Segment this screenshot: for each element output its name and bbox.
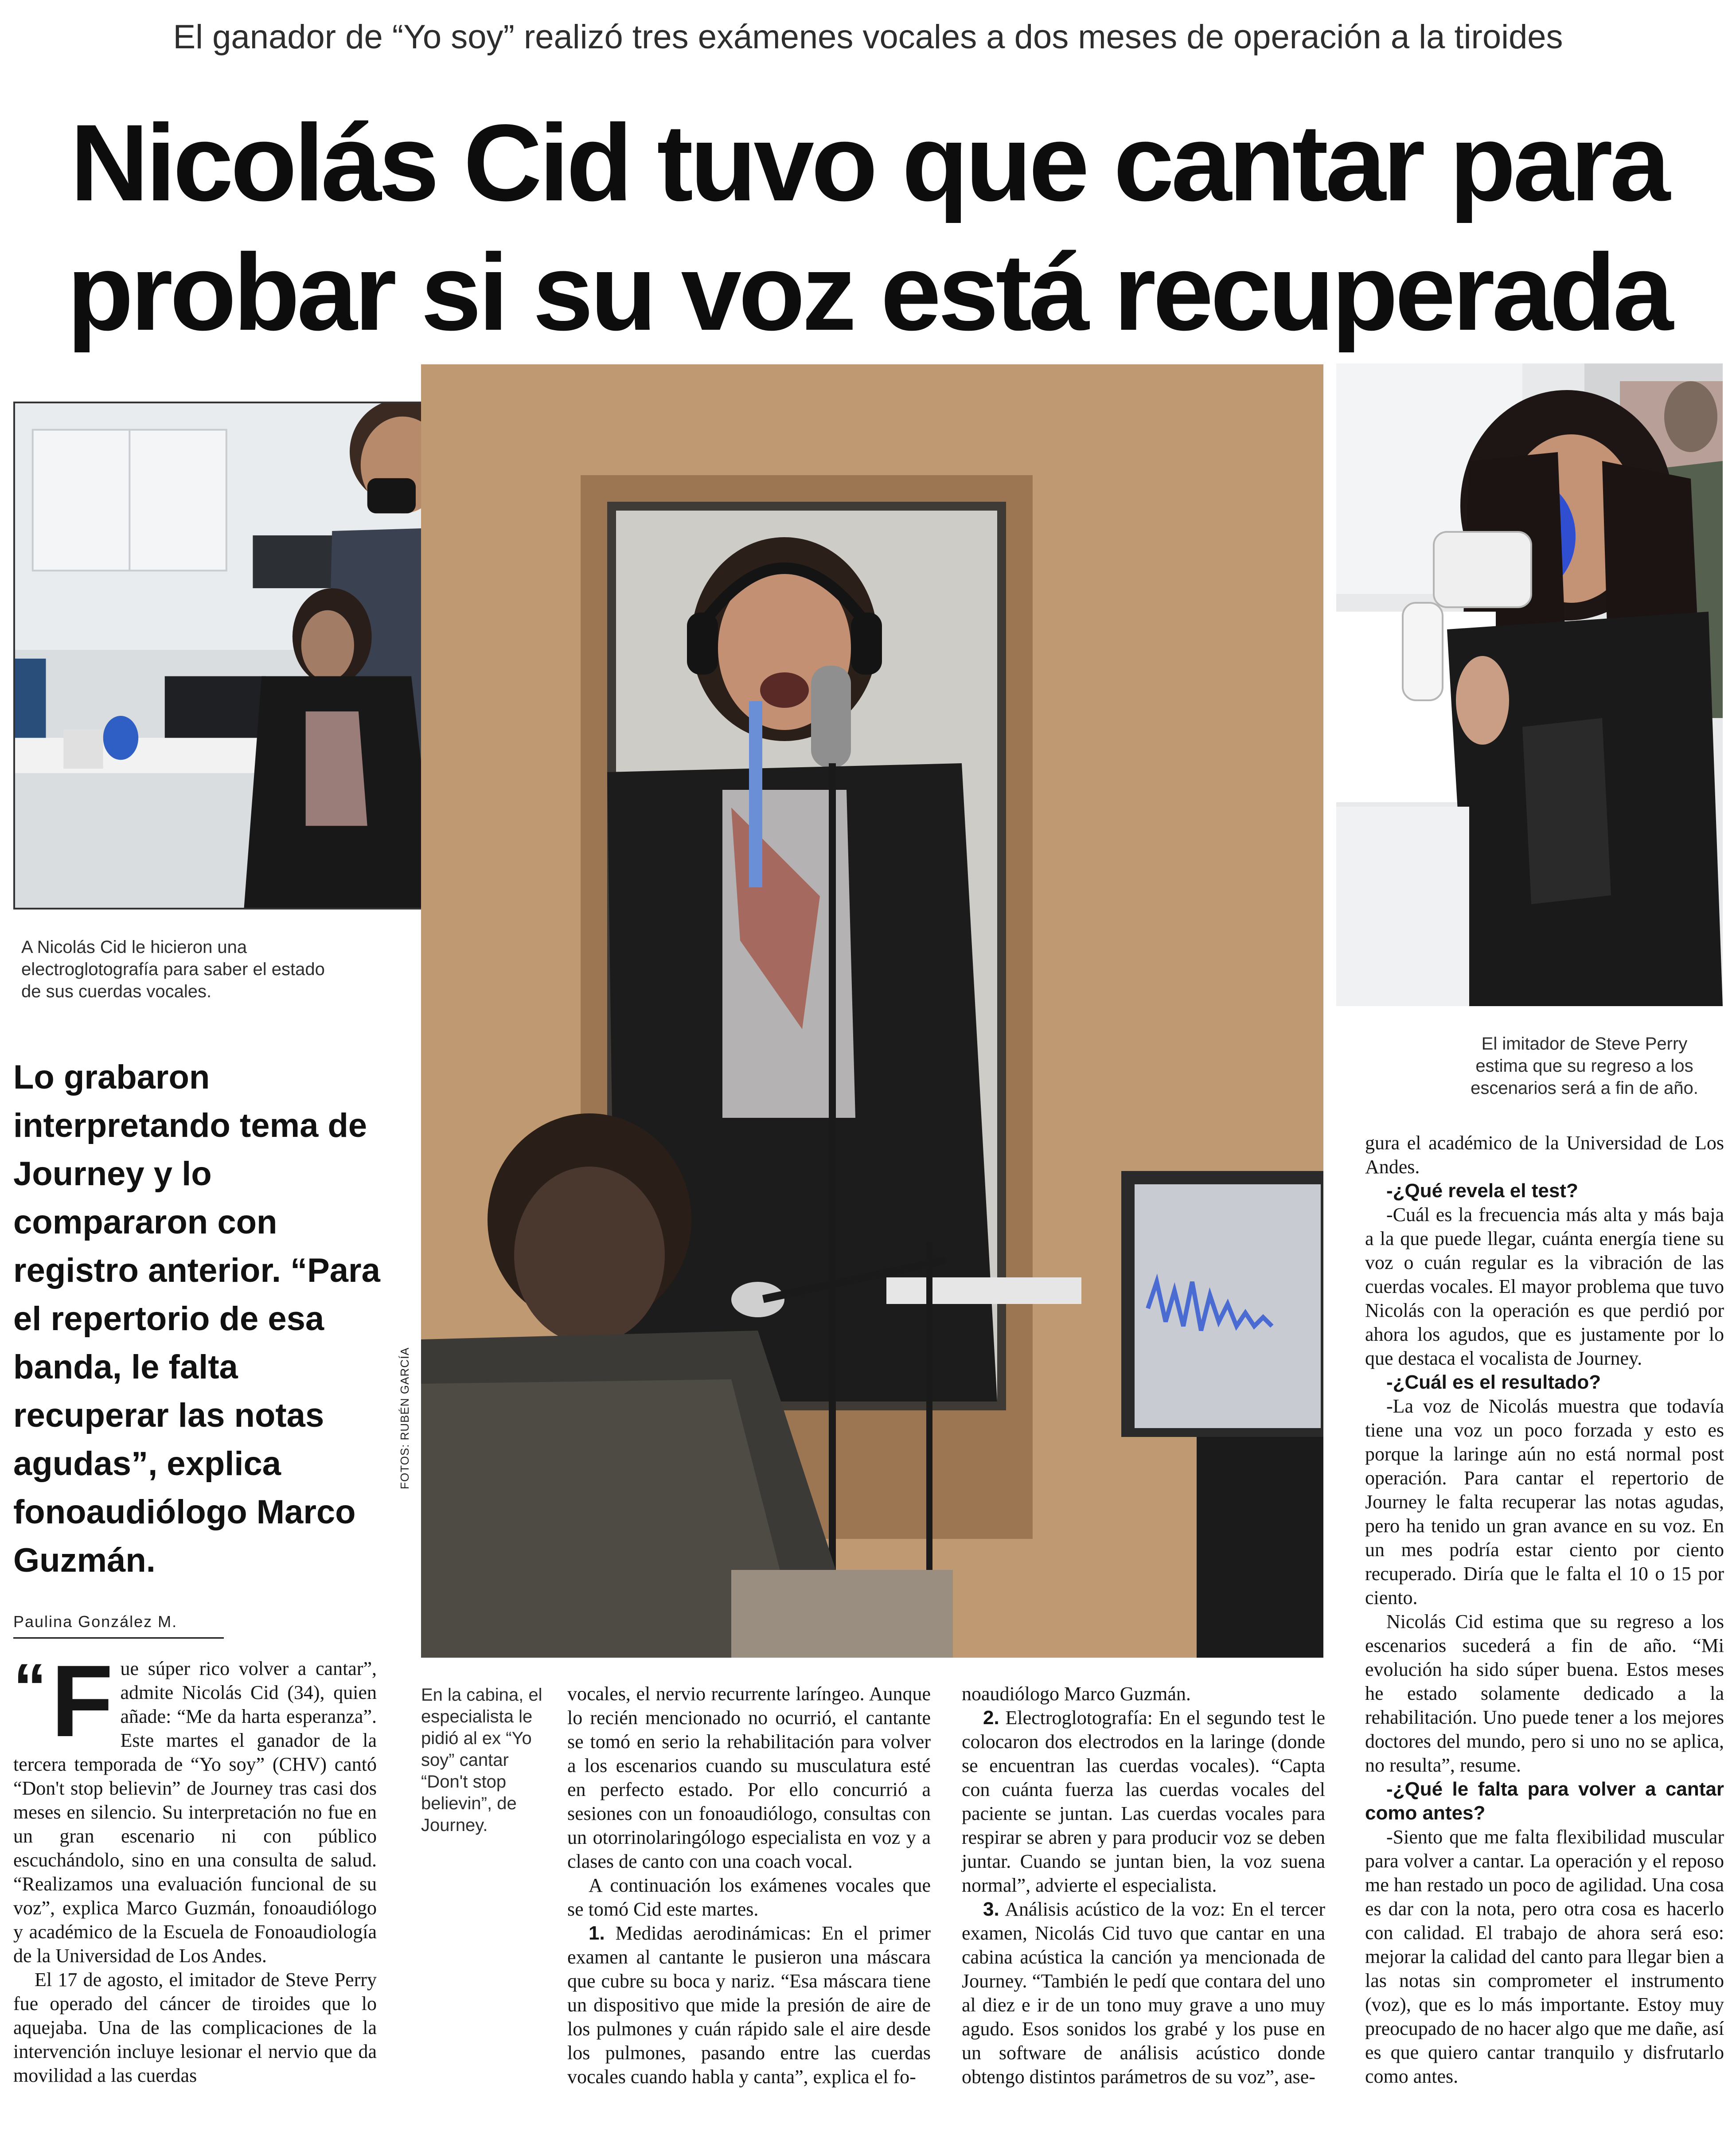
- byline-rule: [13, 1637, 224, 1639]
- article-paragraph: -La voz de Nicolás muestra que todavía tiene una voz un poco forzada y esto es porque la laringe aún no está normal post operación. Para cantar el repertorio de Journey le falta recuperar las notas agudas, pero ha tenido un gran avance en su voz. En un mes podría estar ciento por ciento recuperado. Diría que le falta el 10 o 15 por ciento.: [1365, 1395, 1724, 1608]
- caption-right: El imitador de Steve Perry estima que su regreso a los escenarios será a fin de año.: [1471, 1034, 1698, 1098]
- interview-question: -¿Qué revela el test?: [1386, 1180, 1578, 1202]
- drop-cap: F: [51, 1644, 113, 1758]
- headline: [62, 98, 1675, 357]
- headline-line-2: probar si su voz está recuperada: [67, 231, 1670, 353]
- article-column-1: [13, 1644, 377, 2088]
- article-paragraph: noaudiólogo Marco Guzmán.: [962, 1683, 1191, 1705]
- article-paragraph: [13, 1644, 377, 1968]
- interview-question: -¿Qué le falta para volver a cantar como antes?: [1365, 1778, 1724, 1824]
- photo-credit: FOTOS: RUBÉN GARCÍA: [398, 1347, 411, 1489]
- article-paragraph: [962, 1706, 1325, 1897]
- article-paragraph: [567, 1921, 931, 2089]
- headline-line-1: Nicolás Cid tuvo que cantar para: [70, 102, 1667, 224]
- article-paragraph: -Cuál es la frecuencia más alta y más baja a la que puede llegar, cuánta energía tiene su voz o cuán regular es la vibración de las cuerdas vocales. El mayor problema que tuvo Nicolás con la operación es que perdió por ahora los agudos, que es justamente por lo que destaca el vocalista de Journey.: [1365, 1204, 1724, 1369]
- item-number: 1.: [589, 1922, 605, 1944]
- drop-quote: “: [13, 1650, 47, 1724]
- article-column-4: [1365, 1131, 1724, 2088]
- item-number: 3.: [983, 1898, 999, 1920]
- kicker: El ganador de “Yo soy” realizó tres exámenes vocales a dos meses de operación a la tiroides: [173, 18, 1563, 56]
- article-column-3: [962, 1682, 1325, 2089]
- photo-aerodynamic-test: [1336, 363, 1723, 1006]
- article-paragraph: El 17 de agosto, el imitador de Steve Perry fue operado del cáncer de tiroides que lo aquejaba. Una de las complicaciones de la intervención incluye lesionar el nervio que da movilidad a las cuerdas: [13, 1969, 377, 2086]
- paragraph-text: ue súper rico volver a cantar”, admite Nicolás Cid (34), quien añade: “Me da harta esperanza”. Este martes el ganador de la tercera temporada de “Yo soy” (CHV) cantó “Don't stop believin” de Journey tras casi dos meses en silencio. Su interpretación no fue en un gran escenario ni con público escuchándolo, sino en una consulta de salud. “Realizamos una evaluación funcional de su voz”, explica Marco Guzmán, fonoaudiólogo y académico de la Escuela de Fonoaudiología de la Universidad de Los Andes.: [13, 1658, 377, 1967]
- byline: Paulina González M.: [13, 1612, 178, 1631]
- deck-summary: Lo grabaron interpretando tema de Journey y lo compararon con registro anterior. “Para el repertorio de esa banda, le falta recuperar las notas agudas”, explica fonoaudiólogo Marco Guzmán.: [13, 1058, 380, 1579]
- article-paragraph: gura el académico de la Universidad de Los Andes.: [1365, 1132, 1724, 1178]
- article-paragraph: vocales, el nervio recurrente laríngeo. Aunque lo recién mencionado no ocurrió, el cantante se tomó en serio la rehabilitación para volver a los escenarios cuando su musculatura esté en perfecto estado. Por ello concurrió a sesiones con un fonoaudiólogo, consultas con un otorrinolaringólogo especialista en voz y a clases de canto con una coach vocal.: [567, 1683, 931, 1872]
- article-paragraph: -Siento que me falta flexibilidad muscular para volver a cantar. La operación y el reposo me han restado un poco de agilidad. Una cosa es dar con la nota, pero otra cosa es hacerlo con calidad. El trabajo de ahora será eso: mejorar la calidad del canto para llegar bien a las notas sin comprometer el instrumento (voz), que es lo más importante. Estoy muy preocupado de no hacer algo que me dañe, así es que quiero cantar tranquilo y disfrutarlo como antes.: [1365, 1826, 1724, 2087]
- article-paragraph: A continuación los exámenes vocales que se tomó Cid este martes.: [567, 1874, 931, 1920]
- photo-recording-booth: [421, 364, 1323, 1658]
- interview-question: -¿Cuál es el resultado?: [1386, 1371, 1601, 1393]
- caption-left: A Nicolás Cid le hicieron una electroglotografía para saber el estado de sus cuerdas vocales.: [21, 937, 325, 1001]
- article-paragraph: Nicolás Cid estima que su regreso a los escenarios sucederá a fin de año. “Mi evolución ha sido súper buena. Estos meses he estado solamente dedicado a la rehabilitación. Uno puede tener a los mejores doctores del mundo, pero si uno no se aplica, no resulta”, resume.: [1365, 1611, 1724, 1776]
- paragraph-text: Análisis acústico de la voz: En el tercer examen, Nicolás Cid tuvo que cantar en una cabina acústica la canción ya mencionada de Journey. “También le pedí que contara del uno al diez e ir de un tono muy grave a uno muy agudo. Esos sonidos los grabé y los puse en un software de análisis acústico donde obtengo distintos parámetros de su voz”, ase-: [962, 1898, 1325, 2088]
- paragraph-text: Electroglotografía: En el segundo test le colocaron dos electrodos en la laringe (donde se encuentran las cuerdas vocales). “Capta con cuánta fuerza las cuerdas vocales del paciente se juntan. Las cuerdas vocales para respirar se abren y para producir voz se deben juntar. Cuando se juntan bien, la voz suena normal”, advierte el especialista.: [962, 1707, 1326, 1896]
- paragraph-text: Medidas aerodinámicas: En el primer examen al cantante le pusieron una máscara que cubre su boca y nariz. “Esa máscara tiene un dispositivo que mide la presión de aire de los pulmones y cuán rápido sale el aire desde los pulmones, pasando entre las cuerdas vocales cuando habla y canta”, explica el fo-: [567, 1922, 931, 2088]
- caption-cabin: En la cabina, el especialista le pidió al ex “Yo soy” cantar “Don't stop believin”, de Journey.: [421, 1685, 542, 1835]
- article-column-2: [567, 1682, 931, 2089]
- item-number: 2.: [983, 1707, 999, 1729]
- article-paragraph: [962, 1897, 1325, 2089]
